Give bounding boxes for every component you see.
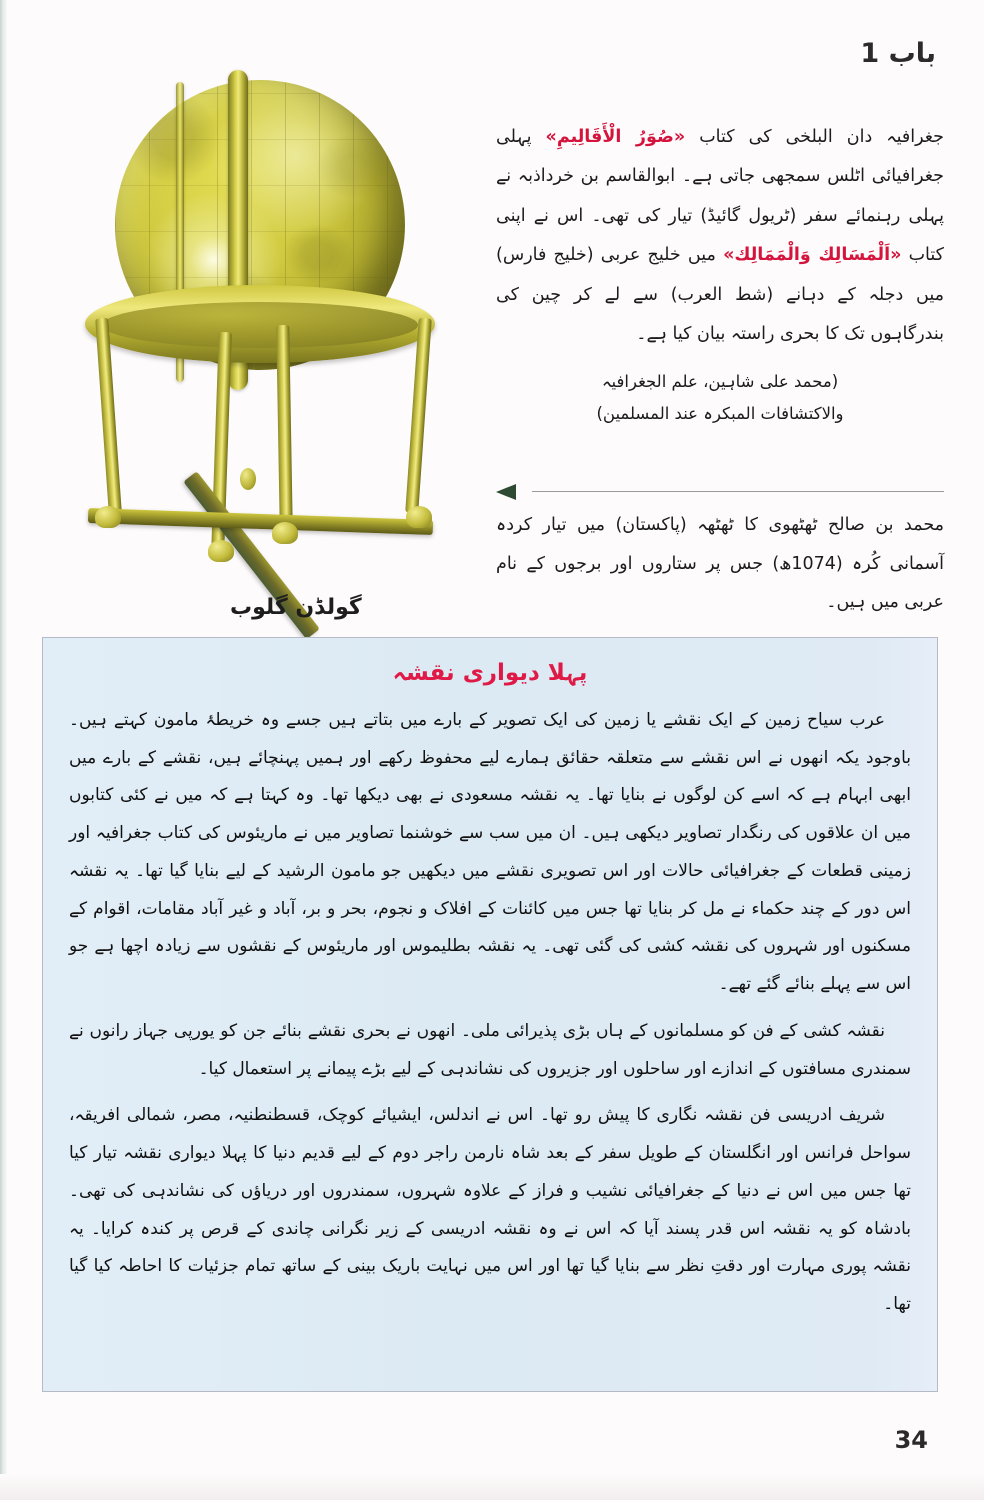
arabic-book-title-2: «اَلْمَسَالِك وَالْمَمَالِك»	[723, 245, 902, 266]
chapter-header: باب 1	[860, 38, 936, 69]
globe-illustration	[40, 70, 480, 570]
citation-line-1: (محمد علی شاہین، علم الجغرافیہ	[601, 372, 839, 392]
globe-figure	[40, 70, 480, 630]
figure-description-text: محمد بن صالح ٹھٹھوی کا ٹھٹھہ (پاکستان) میں تیار کردہ آسمانی کُرہ (1074ھ) جس پر ستاروں اور برجوں کے نام عربی میں ہیں۔	[496, 515, 944, 612]
scan-edge-artifact-left	[0, 0, 7, 1500]
arrow-line	[532, 491, 944, 492]
callout-paragraph: شریف ادریسی فن نقشہ نگاری کا پیش رو تھا۔ اس نے اندلس، ایشیائے کوچک، قسطنطنیہ، مصر، شمالی افریقہ، سواحل فرانس اور انگلستان کے طویل سفر کے بعد شاہ نارمن راجر دوم کے لیے قدیم دنیا کا پہلا دیواری نقشہ تیار کیا تھا جس میں اس نے دنیا کے جغرافیائی نشیب و فراز کے علاوہ شہروں، سمندروں اور دریاؤں کی نشاندہی کی تھی۔ بادشاہ کو یہ نقشہ اس قدر پسند آیا کہ اس نے وہ نقشہ ادریسی کے زیر نگرانی چاندی کے قرص پر کندہ کرایا۔ یہ نقشہ پوری مہارت اور دقتِ نظر سے بنایا گیا تھا اور اس میں نہایت باریک بینی کے ساتھ تمام جزئیات کا احاطہ کیا گیا تھا۔	[69, 1105, 911, 1315]
globe-horizon-ring-inner	[102, 302, 418, 348]
stand-foot	[95, 506, 121, 528]
stand-foot	[272, 522, 298, 544]
globe-axis-knob	[240, 468, 256, 490]
stand-cross-base-horizontal	[88, 508, 433, 535]
globe-image-caption: گولڈن گلوب	[230, 595, 362, 620]
main-text-column	[496, 118, 944, 431]
stand-foot	[208, 540, 234, 562]
callout-box-body	[69, 702, 911, 1324]
stand-leg	[95, 318, 122, 513]
citation-line-2: والاکتشافات المبکرہ عند المسلمین)	[596, 404, 844, 424]
arabic-book-title-1: «صُوَرُ الْأَقَالِيمِ»	[545, 127, 686, 147]
stand-leg	[405, 318, 432, 513]
scan-edge-artifact-bottom	[0, 1474, 984, 1500]
stand-foot	[406, 506, 432, 528]
callout-box	[42, 637, 938, 1392]
callout-box-title: پہلا دیواری نقشہ	[392, 660, 588, 686]
caption-pointer-arrow	[496, 482, 944, 502]
main-text-segment-c: میں خلیج عربی (خلیج فارس) میں دجلہ کے دہانے (شط العرب) سے لے کر چین کی بندرگاہوں تک کا بحری راستہ بیان کیا ہے۔	[496, 245, 944, 344]
main-paragraph	[496, 118, 944, 354]
main-text-segment-b: پہلی جغرافیائی اٹلس سمجھی جاتی ہے۔ ابوالقاسم بن خرداذبہ نے پہلی رہنمائے سفر (ٹریول گائیڈ) تیار کی تھی۔ اس نے اپنی کتاب	[496, 127, 945, 266]
callout-paragraph: عرب سیاح زمین کے ایک نقشے یا زمین کی ایک تصویر کے بارے میں بتاتے ہیں جسے وہ خریطۂ مامون کہتے ہیں۔ باوجود یکہ انھوں نے اس نقشے سے متعلقہ حقائق ہمارے لیے محفوظ رکھے اور ہمیں پہنچائے ہیں، نقشے کے بارے میں ابھی ابہام ہے کہ اسے کن لوگوں نے بنایا تھا۔ یہ نقشہ مسعودی نے بھی دیکھا تھا۔ وہ کہتا ہے کہ میں نے کئی کتابوں میں ان علاقوں کی رنگدار تصاویر دیکھی ہیں۔ ان میں سب سے خوشنما تصاویر میں نے ماریئوس کی کتاب جغرافیہ اور زمینی قطعات کے جغرافیائی حالات اور اس تصویری نقشے میں دیکھیں جو مامون الرشید کے لیے بنایا گیا تھا۔ یہ نقشہ اس دور کے چند حکماء نے مل کر بنایا تھا جس میں کائنات کے افلاک و نجوم، بحر و بر، آباد و غیر آباد مقامات، اقوام کے مسکنوں اور شہروں کی نقشہ کشی کی گئی تھی۔ یہ نقشہ بطلیموس اور ماریئوس کے نقشوں سے زیادہ اچھا ہے جو اس سے پہلے بنائے گئے تھے۔	[69, 710, 911, 995]
page-number: 34	[894, 1426, 928, 1454]
callout-paragraph: نقشہ کشی کے فن کو مسلمانوں کے ہاں بڑی پذیرائی ملی۔ انھوں نے بحری نقشے بنائے جن کو یورپی جہاز رانوں نے سمندری مسافتوں کے اندازے اور ساحلوں اور جزیروں کی نشاندہی کے لیے بڑے پیمانے پر استعمال کیا۔	[69, 1020, 911, 1079]
source-citation	[496, 366, 944, 430]
main-text-segment-a: جغرافیہ دان البلخی کی کتاب	[685, 127, 944, 147]
arrow-left-icon	[496, 484, 516, 500]
